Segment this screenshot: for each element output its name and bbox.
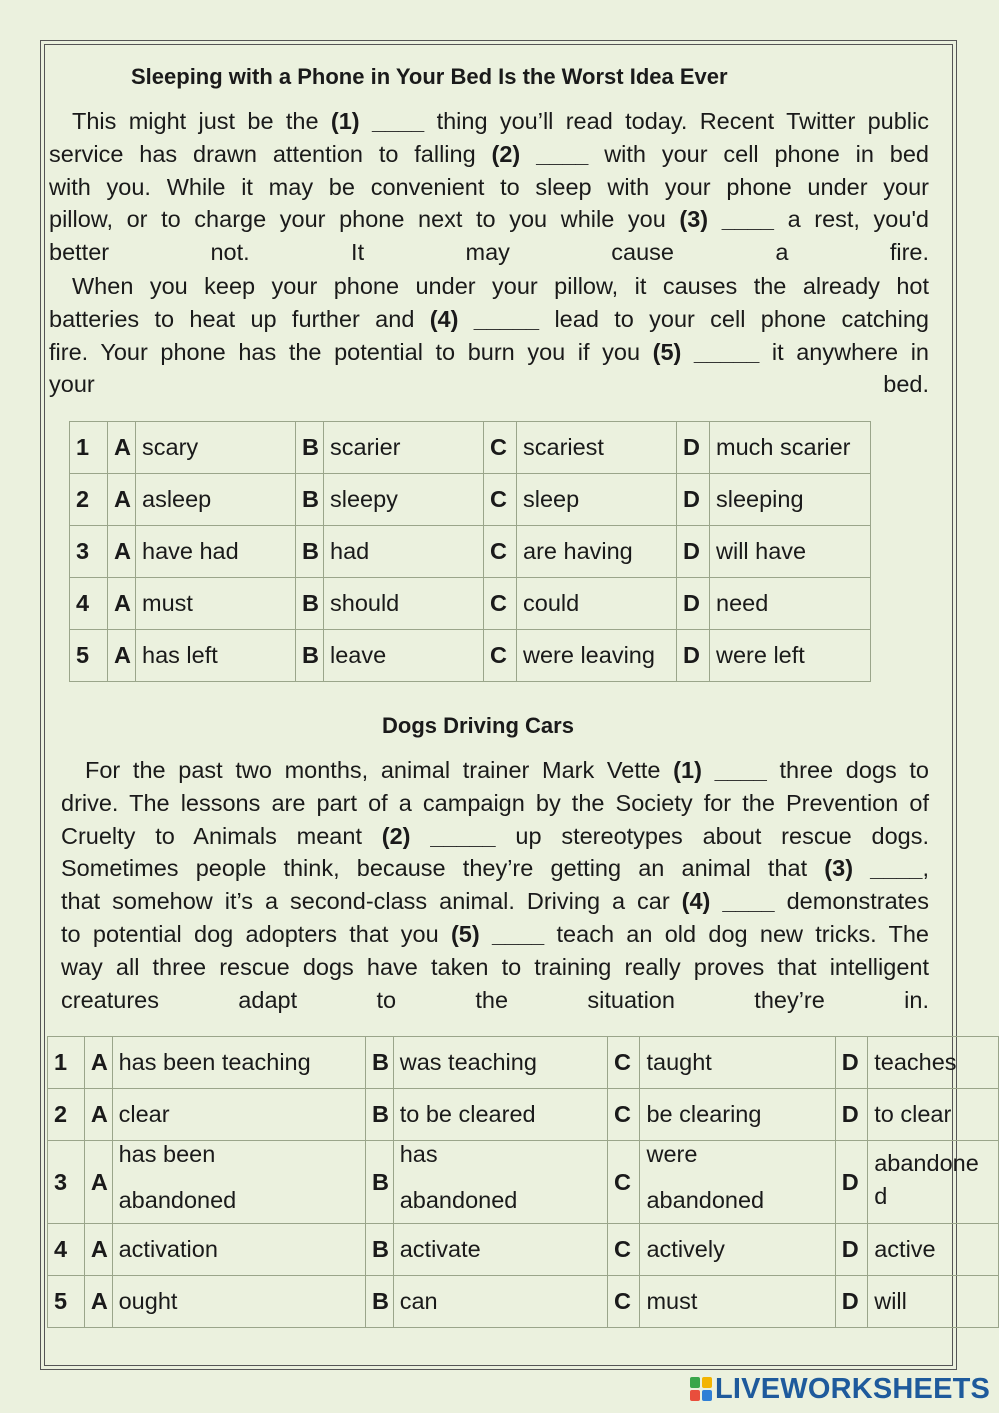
- option-d[interactable]: were left: [710, 630, 871, 682]
- option-b[interactable]: scarier: [324, 422, 484, 474]
- letter-b: B: [296, 578, 324, 630]
- letter-a: A: [108, 422, 136, 474]
- option-d[interactable]: teaches: [868, 1037, 999, 1089]
- liveworksheets-logo: [690, 1373, 990, 1405]
- letter-d: D: [835, 1224, 867, 1276]
- letter-a: A: [108, 630, 136, 682]
- letter-d: D: [835, 1037, 867, 1089]
- option-a[interactable]: has left: [136, 630, 296, 682]
- num: 5: [48, 1276, 85, 1328]
- blank-2: (2) _____: [381, 822, 496, 849]
- letter-b: B: [365, 1037, 393, 1089]
- option-d[interactable]: abandone d: [868, 1141, 999, 1224]
- option-d[interactable]: will: [868, 1276, 999, 1328]
- num: 4: [70, 578, 108, 630]
- option-row: [48, 1276, 999, 1328]
- option-b[interactable]: should: [324, 578, 484, 630]
- num: 3: [48, 1141, 85, 1224]
- option-c[interactable]: were leaving: [517, 630, 677, 682]
- option-c[interactable]: must: [640, 1276, 835, 1328]
- letter-b: B: [296, 630, 324, 682]
- option-d[interactable]: to clear: [868, 1089, 999, 1141]
- option-c[interactable]: could: [517, 578, 677, 630]
- letter-c: C: [484, 526, 517, 578]
- letter-d: D: [677, 474, 710, 526]
- option-row: [70, 578, 871, 630]
- letter-c: C: [608, 1224, 640, 1276]
- letter-d: D: [835, 1089, 867, 1141]
- letter-b: B: [365, 1224, 393, 1276]
- letter-b: B: [365, 1141, 393, 1224]
- blank-4: (4) _____: [429, 305, 540, 332]
- letter-c: C: [608, 1276, 640, 1328]
- letter-d: D: [835, 1141, 867, 1224]
- option-a[interactable]: scary: [136, 422, 296, 474]
- letter-c: C: [484, 422, 517, 474]
- letter-d: D: [677, 630, 710, 682]
- option-a[interactable]: clear: [112, 1089, 365, 1141]
- option-b[interactable]: can: [393, 1276, 607, 1328]
- option-row: [70, 526, 871, 578]
- letter-b: B: [365, 1276, 393, 1328]
- option-row: [48, 1037, 999, 1089]
- option-b[interactable]: has abandoned: [393, 1141, 607, 1224]
- option-b[interactable]: had: [324, 526, 484, 578]
- section1-options-table: [69, 421, 871, 682]
- num: 2: [48, 1089, 85, 1141]
- letter-d: D: [677, 526, 710, 578]
- letter-c: C: [608, 1089, 640, 1141]
- num: 1: [48, 1037, 85, 1089]
- letter-a: A: [108, 474, 136, 526]
- option-b[interactable]: activate: [393, 1224, 607, 1276]
- section1-title: Sleeping with a Phone in Your Bed Is the Worst Idea Ever: [131, 64, 728, 89]
- option-d[interactable]: will have: [710, 526, 871, 578]
- option-row: [48, 1141, 999, 1224]
- letter-a: A: [108, 578, 136, 630]
- option-a[interactable]: have had: [136, 526, 296, 578]
- letter-a: A: [84, 1089, 112, 1141]
- option-a[interactable]: ought: [112, 1276, 365, 1328]
- blank-3: (3) ____: [679, 206, 774, 233]
- letter-b: B: [365, 1089, 393, 1141]
- section2-options-table: [47, 1036, 999, 1328]
- option-a[interactable]: asleep: [136, 474, 296, 526]
- num: 3: [70, 526, 108, 578]
- option-d[interactable]: much scarier: [710, 422, 871, 474]
- option-d[interactable]: active: [868, 1224, 999, 1276]
- num: 5: [70, 630, 108, 682]
- section1-paragraph1: This might just be the (1) ____ thing you’ll read today. Recent Twitter public service has drawn attention to falling (2) ____ with your cell phone in bed with you. While it may be convenient to sleep with your phone under your pillow, or to charge your phone next to you while you (3) ____ a rest, you'd better not. It may cause a fire.: [49, 108, 930, 266]
- option-d[interactable]: sleeping: [710, 474, 871, 526]
- blank-1: (1) ____: [673, 757, 767, 783]
- num: 2: [70, 474, 108, 526]
- option-a[interactable]: activation: [112, 1224, 365, 1276]
- option-d[interactable]: need: [710, 578, 871, 630]
- letter-c: C: [484, 578, 517, 630]
- letter-d: D: [677, 578, 710, 630]
- blank-1: (1) ____: [330, 108, 425, 134]
- letter-d: D: [677, 422, 710, 474]
- option-b[interactable]: was teaching: [393, 1037, 607, 1089]
- letter-c: C: [608, 1141, 640, 1224]
- option-b[interactable]: sleepy: [324, 474, 484, 526]
- num: 4: [48, 1224, 85, 1276]
- section1-paragraph2: When you keep your phone under your pillow, it causes the already hot batteries to heat up further and (4) _____ lead to your cell phone catching fire. Your phone has the potential to burn you if you (5) _____ it anywhere in your bed.: [49, 273, 929, 398]
- option-c[interactable]: be clearing: [640, 1089, 835, 1141]
- section2-paragraph: For the past two months, animal trainer Mark Vette (1) ____ three dogs to drive. The lessons are part of a campaign by the Society for the Prevention of Cruelty to Animals meant (2) _____ up stereotypes about rescue dogs. Sometimes people think, because they’re getting an animal that (3) ____, that somehow it’s a second-class animal. Driving a car (4) ____ demonstrates to potential dog adopters that you (5) ____ teach an old dog new tricks. The way all three rescue dogs have taken to training really proves that intelligent creatures adapt to the situation they’re in.: [61, 757, 929, 1013]
- blank-5: (5) ____: [450, 920, 545, 947]
- logo-text: LIVEWORKSHEETS: [715, 1372, 991, 1405]
- option-a[interactable]: must: [136, 578, 296, 630]
- letter-c: C: [608, 1037, 640, 1089]
- option-c[interactable]: taught: [640, 1037, 835, 1089]
- letter-b: B: [296, 474, 324, 526]
- letter-c: C: [484, 630, 517, 682]
- option-a[interactable]: has been abandoned: [112, 1141, 365, 1224]
- option-row: [70, 474, 871, 526]
- letter-c: C: [484, 474, 517, 526]
- option-c[interactable]: were abandoned: [640, 1141, 835, 1224]
- option-c[interactable]: sleep: [517, 474, 677, 526]
- blank-3: (3) ____: [824, 855, 923, 882]
- letter-b: B: [296, 526, 324, 578]
- option-c[interactable]: are having: [517, 526, 677, 578]
- section2-title: Dogs Driving Cars: [382, 713, 574, 738]
- option-b[interactable]: to be cleared: [393, 1089, 607, 1141]
- blank-5: (5) _____: [652, 338, 760, 365]
- letter-a: A: [84, 1037, 112, 1089]
- logo-icon: [690, 1377, 712, 1401]
- option-row: [70, 422, 871, 474]
- letter-a: A: [84, 1141, 112, 1224]
- letter-b: B: [296, 422, 324, 474]
- option-row: [48, 1224, 999, 1276]
- option-c[interactable]: actively: [640, 1224, 835, 1276]
- option-a[interactable]: has been teaching: [112, 1037, 365, 1089]
- option-row: [70, 630, 871, 682]
- letter-a: A: [84, 1224, 112, 1276]
- option-c[interactable]: scariest: [517, 422, 677, 474]
- letter-a: A: [84, 1276, 112, 1328]
- option-b[interactable]: leave: [324, 630, 484, 682]
- blank-2: (2) ____: [491, 140, 589, 167]
- num: 1: [70, 422, 108, 474]
- letter-a: A: [108, 526, 136, 578]
- letter-d: D: [835, 1276, 867, 1328]
- blank-4: (4) ____: [681, 888, 775, 915]
